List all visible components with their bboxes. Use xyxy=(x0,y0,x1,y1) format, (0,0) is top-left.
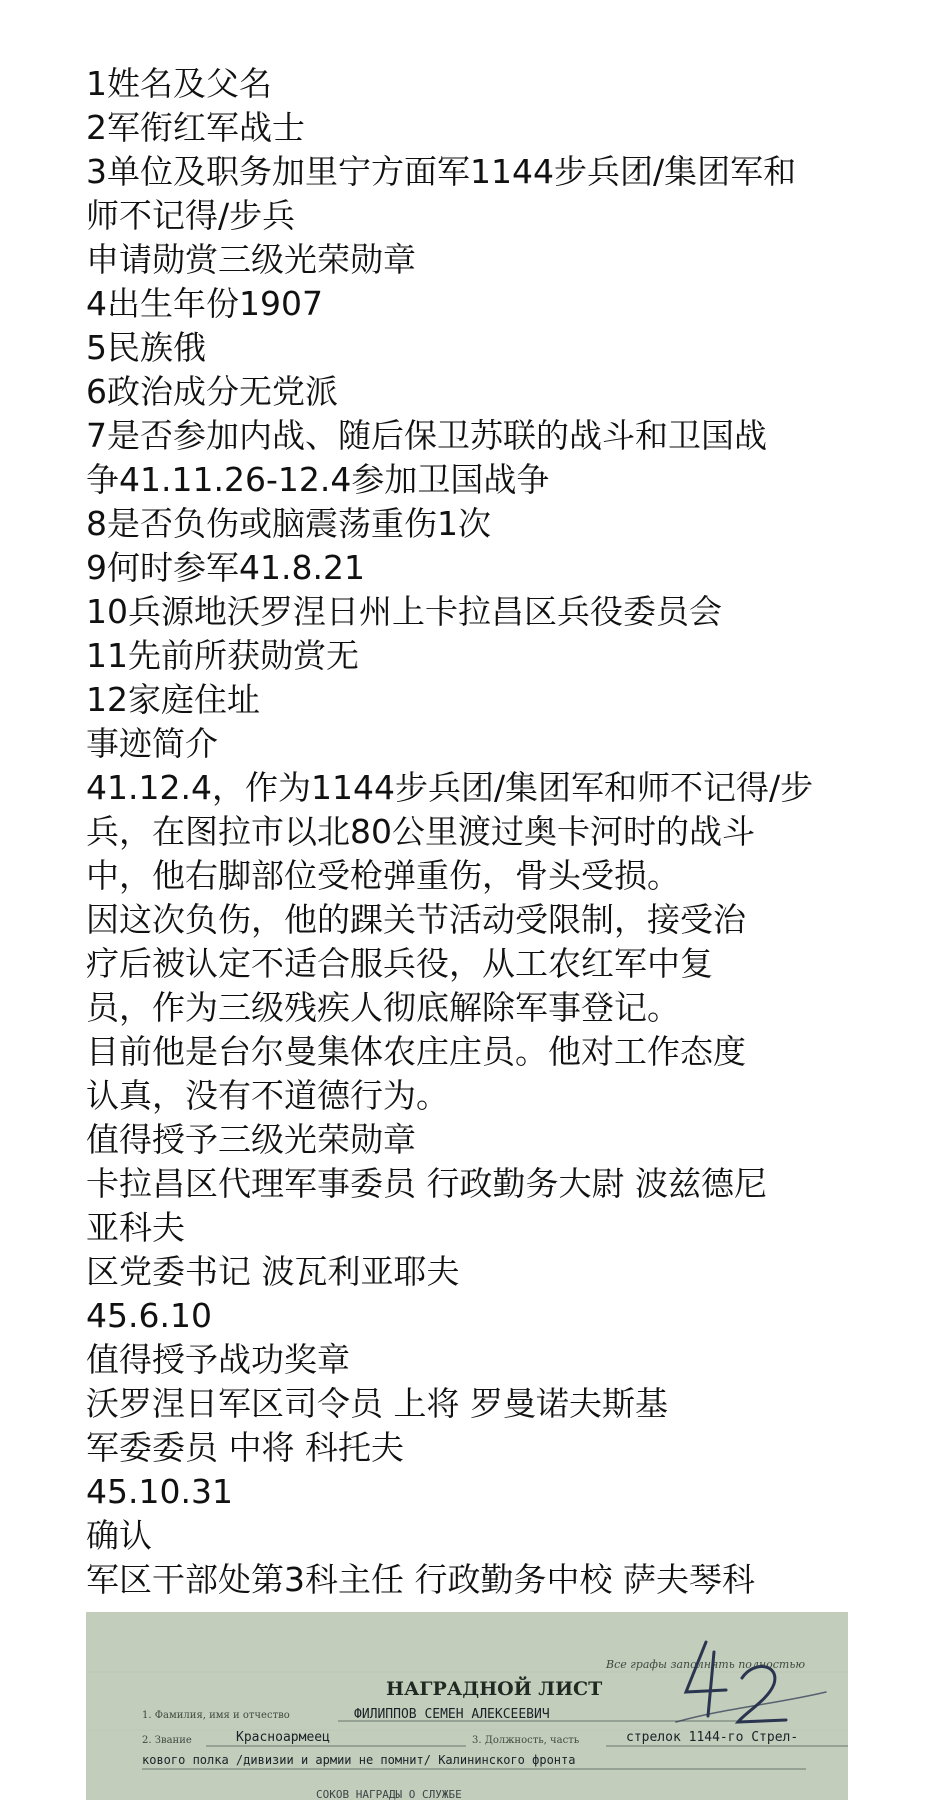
scan-row3-label: 3. Должность, часть xyxy=(472,1735,580,1746)
line-birth-year: 4出生年份1907 xyxy=(86,284,323,323)
line-summary-5: 疗后被认定不适合服兵役，从工农红军中复 xyxy=(86,944,713,983)
line-summary-heading: 事迹简介 xyxy=(86,724,218,763)
line-summary-7: 目前他是台尔曼集体农庄庄员。他对工作态度 xyxy=(86,1032,746,1071)
line-name: 1姓名及父名 xyxy=(86,64,272,103)
scan-row4-value: кового полка /дивизии и армии не помнит/ Калининского фронта xyxy=(142,1753,576,1767)
line-worthy-1: 值得授予三级光荣勋章 xyxy=(86,1120,416,1159)
line-signer-1-cont: 亚科夫 xyxy=(86,1208,185,1247)
line-war-participation-cont: 争41.11.26-12.4参加卫国战争 xyxy=(86,460,550,499)
line-summary-4: 因这次负伤，他的踝关节活动受限制，接受治 xyxy=(86,900,746,939)
scan-row2-label: 2. Звание xyxy=(142,1735,192,1746)
scan-row1-label: 1. Фамилия, имя и отчество xyxy=(142,1710,290,1721)
scan-row3-value: стрелок 1144-го Стрел- xyxy=(626,1730,799,1745)
scan-row1-value: ФИЛИППОВ СЕМЕН АЛЕКСЕЕВИЧ xyxy=(354,1707,550,1722)
line-signer-4: 军委委员 中将 科托夫 xyxy=(86,1428,404,1467)
line-signer-3: 沃罗涅日军区司令员 上将 罗曼诺夫斯基 xyxy=(86,1384,668,1423)
award-sheet-scan xyxy=(86,1612,848,1800)
scan-row2-value: Красноармеец xyxy=(236,1730,330,1745)
line-summary-2: 兵，在图拉市以北80公里渡过奥卡河时的战斗 xyxy=(86,812,755,851)
line-signer-1: 卡拉昌区代理军事委员 行政勤务大尉 波兹德尼 xyxy=(86,1164,767,1203)
line-previous-awards: 11先前所获勋赏无 xyxy=(86,636,359,675)
line-unit: 3单位及职务加里宁方面军1144步兵团/集团军和 xyxy=(86,152,797,191)
line-summary-1: 41.12.4，作为1144步兵团/集团军和师不记得/步 xyxy=(86,768,814,807)
line-date-2: 45.10.31 xyxy=(86,1472,233,1511)
line-summary-6: 员，作为三级残疾人彻底解除军事登记。 xyxy=(86,988,680,1027)
line-award-request: 申请勋赏三级光荣勋章 xyxy=(86,240,416,279)
line-summary-3: 中，他右脚部位受枪弹重伤，骨头受损。 xyxy=(86,856,680,895)
line-party: 6政治成分无党派 xyxy=(86,372,338,411)
line-nationality: 5民族俄 xyxy=(86,328,206,367)
line-confirm: 确认 xyxy=(86,1516,152,1555)
line-wounds: 8是否负伤或脑震荡重伤1次 xyxy=(86,504,491,543)
scan-title: НАГРАДНОЙ ЛИСТ xyxy=(386,1678,603,1700)
line-enlistment: 9何时参军41.8.21 xyxy=(86,548,365,587)
line-worthy-2: 值得授予战功奖章 xyxy=(86,1340,350,1379)
line-rank: 2军衔红军战士 xyxy=(86,108,305,147)
line-signer-5: 军区干部处第3科主任 行政勤务中校 萨夫琴科 xyxy=(86,1560,755,1599)
line-address: 12家庭住址 xyxy=(86,680,260,719)
line-summary-8: 认真，没有不道德行为。 xyxy=(86,1076,449,1115)
translation-text xyxy=(86,62,856,1602)
scan-row5-value: СОКОВ НАГРАДЫ О СЛУЖБЕ xyxy=(316,1788,462,1800)
scan-note-top: Все графы заполнять полностью xyxy=(606,1658,806,1671)
line-unit-cont: 师不记得/步兵 xyxy=(86,196,296,235)
line-recruitment: 10兵源地沃罗涅日州上卡拉昌区兵役委员会 xyxy=(86,592,722,631)
line-signer-2: 区党委书记 波瓦利亚耶夫 xyxy=(86,1252,460,1291)
line-date-1: 45.6.10 xyxy=(86,1296,212,1335)
line-war-participation: 7是否参加内战、随后保卫苏联的战斗和卫国战 xyxy=(86,416,767,455)
